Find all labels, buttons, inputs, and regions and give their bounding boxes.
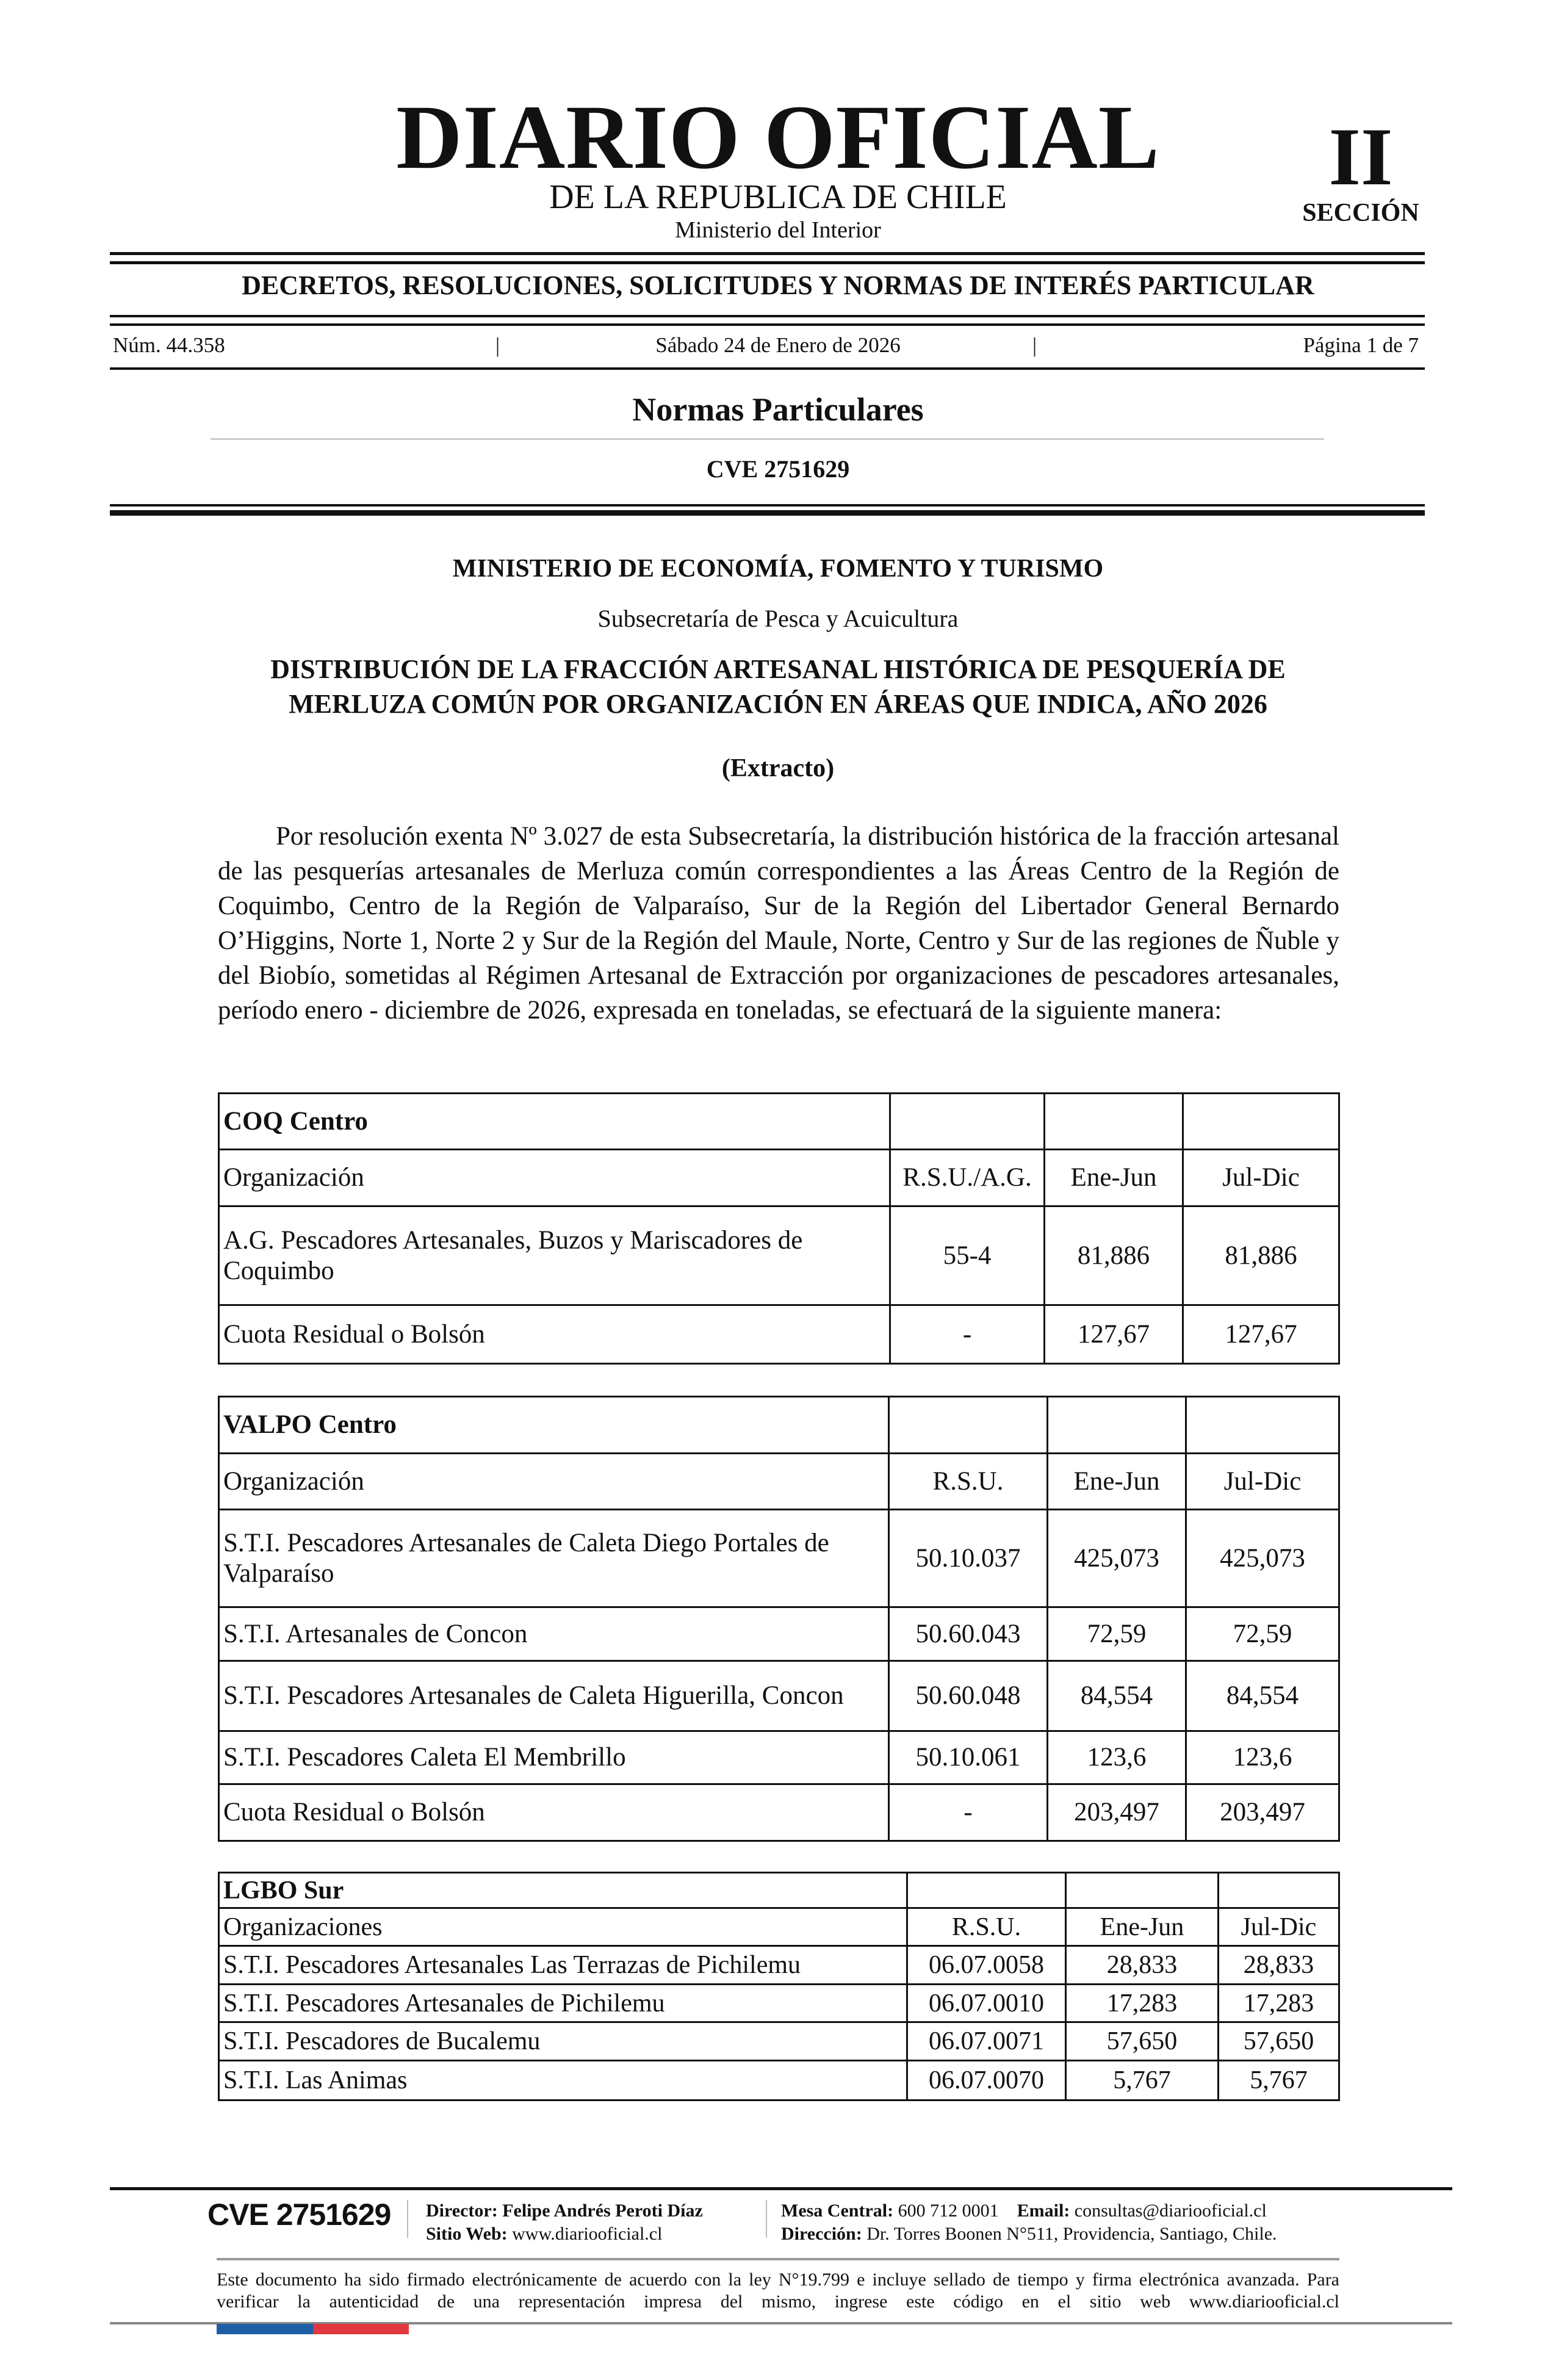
cell-ene-jun: 72,59 [1048,1607,1186,1661]
table-row [219,1985,1339,2022]
signature-disclaimer: Este documento ha sido firmado electrónicamente de acuerdo con la ley N°19.799 e incluye sellado de tiempo y firma electrónica avanzada. Para verificar la autenticidad de una representación impresa del mismo, ingrese este código en el sitio web www.diariooficial.cl [217,2270,1339,2312]
cell-organization: S.T.I. Las Animas [219,2061,907,2101]
cell-organization: S.T.I. Pescadores de Bucalemu [219,2022,907,2061]
column-header: R.S.U. [907,1908,1066,1946]
cell-ene-jun: 127,67 [1045,1305,1183,1364]
cell-rsu: 06.07.0058 [907,1946,1066,1985]
cell-ene-jun: 28,833 [1066,1946,1219,1985]
cell-ene-jun: 425,073 [1048,1510,1186,1607]
column-header: R.S.U./A.G. [890,1150,1045,1206]
phone: 600 712 0001 [898,2201,999,2221]
cell-ene-jun: 17,283 [1066,1985,1219,2022]
column-header: Jul-Dic [1183,1150,1339,1206]
cell-ene-jun: 84,554 [1048,1661,1186,1731]
director-name: Felipe Andrés Peroti Díaz [502,2201,703,2221]
label: Dirección: [781,2224,862,2244]
table-row [219,1784,1339,1841]
column-header: Jul-Dic [1219,1908,1339,1946]
cell-jul-dic: 72,59 [1186,1607,1339,1661]
ministry-heading: MINISTERIO DE ECONOMÍA, FOMENTO Y TURISMO [452,555,1104,583]
cell-rsu: 06.07.0070 [907,2061,1066,2101]
column-header: Organización [219,1150,890,1206]
table-row [219,2061,1339,2101]
separator [407,2200,408,2238]
cell-jul-dic: 5,767 [1219,2061,1339,2101]
email-link[interactable]: consultas@diariooficial.cl [1074,2201,1267,2221]
section-label: SECCIÓN [1302,199,1419,227]
cell-rsu: - [890,1305,1045,1364]
cell-jul-dic: 28,833 [1219,1946,1339,1985]
divider [110,504,1425,507]
footer-address [781,2223,1277,2246]
table-coq-centro [218,1092,1340,1365]
cell-organization: A.G. Pescadores Artesanales, Buzos y Mariscadores de Coquimbo [219,1206,890,1305]
masthead-title: DIARIO OFICIAL [396,87,1160,188]
table-row [219,1510,1339,1607]
subsecretary: Subsecretaría de Pesca y Acuicultura [597,605,959,632]
cell-organization: S.T.I. Pescadores Artesanales de Caleta Diego Portales de Valparaíso [219,1510,889,1607]
meta-separator: | [495,333,500,357]
label: Director: [426,2201,498,2221]
cell-rsu: 06.07.0010 [907,1985,1066,2022]
column-header: Ene-Jun [1045,1150,1183,1206]
table-row [219,1607,1339,1661]
cell-rsu: - [889,1784,1048,1841]
table-row [219,1305,1339,1364]
cell-organization: S.T.I. Pescadores Artesanales Las Terrazas de Pichilemu [219,1946,907,1985]
cell-jul-dic: 17,283 [1219,1985,1339,2022]
divider [110,510,1425,516]
footer-director [426,2199,703,2223]
website-link[interactable]: www.diariooficial.cl [512,2224,663,2244]
cell-rsu: 55-4 [890,1206,1045,1305]
separator [766,2200,767,2238]
label: Sitio Web: [426,2224,508,2244]
cell-ene-jun: 5,767 [1066,2061,1219,2101]
divider [110,367,1425,370]
masthead-subtitle: DE LA REPUBLICA DE CHILE [549,178,1007,216]
address: Dr. Torres Boonen N°511, Providencia, Santiago, Chile. [866,2224,1277,2244]
cell-rsu: 06.07.0071 [907,2022,1066,2061]
cve-code: CVE 2751629 [706,455,850,483]
cell-rsu: 50.10.037 [889,1510,1048,1607]
column-header: Ene-Jun [1048,1454,1186,1510]
footer-contact [781,2199,1267,2223]
table-row [219,1946,1339,1985]
issue-number: Núm. 44.358 [113,333,225,357]
cell-jul-dic: 81,886 [1183,1206,1339,1305]
cell-jul-dic: 57,650 [1219,2022,1339,2061]
flag-blue-bar [217,2324,313,2334]
label: Mesa Central: [781,2201,894,2221]
cell-ene-jun: 123,6 [1048,1731,1186,1784]
masthead-ministry: Ministerio del Interior [675,217,881,243]
table-lgbo-sur [218,1872,1340,2101]
footer-divider [217,2258,1339,2260]
cell-organization: S.T.I. Pescadores Caleta El Membrillo [219,1731,889,1784]
cell-jul-dic: 425,073 [1186,1510,1339,1607]
column-header: Organización [219,1454,889,1510]
cell-jul-dic: 127,67 [1183,1305,1339,1364]
table-row [219,1206,1339,1305]
divider [110,323,1425,326]
cell-organization: Cuota Residual o Bolsón [219,1305,890,1364]
cell-organization: S.T.I. Artesanales de Concon [219,1607,889,1661]
table-title: COQ Centro [219,1094,890,1150]
divider [110,315,1425,317]
flag-red-bar [313,2324,409,2334]
column-header: Jul-Dic [1186,1454,1339,1510]
footer-divider [110,2187,1452,2190]
cell-jul-dic: 123,6 [1186,1731,1339,1784]
divider [110,252,1425,255]
cell-rsu: 50.60.043 [889,1607,1048,1661]
cell-ene-jun: 203,497 [1048,1784,1186,1841]
cell-rsu: 50.10.061 [889,1731,1048,1784]
column-header: Organizaciones [219,1908,907,1946]
cell-rsu: 50.60.048 [889,1661,1048,1731]
divider [211,438,1324,440]
document-title-line2: MERLUZA COMÚN POR ORGANIZACIÓN EN ÁREAS QUE INDICA, AÑO 2026 [289,689,1267,719]
page-indicator: Página 1 de 7 [1303,333,1419,357]
table-title: LGBO Sur [219,1873,907,1908]
meta-separator: | [1032,333,1037,357]
footer-website [426,2223,662,2246]
section-number: II [1328,112,1393,203]
category-heading: Normas Particulares [632,391,924,428]
cell-jul-dic: 84,554 [1186,1661,1339,1731]
column-header: R.S.U. [889,1454,1048,1510]
body-paragraph: Por resolución exenta Nº 3.027 de esta Subsecretaría, la distribución histórica de la fracción artesanal de las pesquerías artesanales de Merluza común correspondientes a las Áreas Centro de la Región de Coquimbo, Centro de la Región de Valparaíso, Sur de la Región del Libertador General Bernardo O’Higgins, Norte 1, Norte 2 y Sur de la Región del Maule, Norte, Centro y Sur de las regiones de Ñuble y del Biobío, sometidas al Régimen Artesanal de Extracción por organizaciones de pescadores artesanales, período enero - diciembre de 2026, expresada en toneladas, se efectuará de la siguiente manera: [218,822,1339,1025]
banner-heading: DECRETOS, RESOLUCIONES, SOLICITUDES Y NORMAS DE INTERÉS PARTICULAR [242,270,1314,300]
cell-organization: S.T.I. Pescadores Artesanales de Pichilemu [219,1985,907,2022]
cell-organization: Cuota Residual o Bolsón [219,1784,889,1841]
table-row [219,1731,1339,1784]
cell-jul-dic: 203,497 [1186,1784,1339,1841]
table-row [219,2022,1339,2061]
cell-ene-jun: 57,650 [1066,2022,1219,2061]
divider [110,261,1425,264]
footer-cve: CVE 2751629 [207,2198,391,2232]
cell-organization: S.T.I. Pescadores Artesanales de Caleta Higuerilla, Concon [219,1661,889,1731]
table-valpo-centro [218,1396,1340,1842]
issue-date: Sábado 24 de Enero de 2026 [655,333,901,357]
cell-ene-jun: 81,886 [1045,1206,1183,1305]
label: Email: [1017,2201,1070,2221]
document-title-line1: DISTRIBUCIÓN DE LA FRACCIÓN ARTESANAL HISTÓRICA DE PESQUERÍA DE [270,654,1286,684]
table-title: VALPO Centro [219,1397,889,1454]
table-row [219,1661,1339,1731]
column-header: Ene-Jun [1066,1908,1219,1946]
extract-label: (Extracto) [721,754,835,782]
